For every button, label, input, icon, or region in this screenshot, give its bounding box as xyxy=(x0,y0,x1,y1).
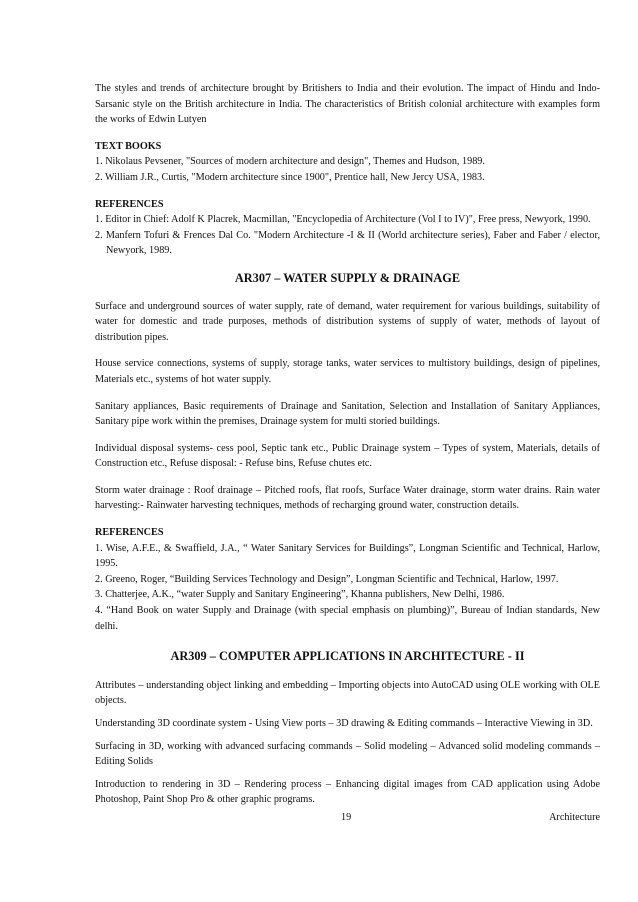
department-label: Architecture xyxy=(549,812,600,823)
references-heading: REFERENCES xyxy=(95,527,164,539)
reference-item: 2. Greeno, Roger, “Building Services Technology and Design”, Longman Scientific and Technical, Harlow, 1997. xyxy=(95,573,559,585)
course-title-ar307: AR307 – WATER SUPPLY & DRAINAGE xyxy=(234,270,461,285)
course-paragraph: Storm water drainage : Roof drainage – Pitched roofs, flat roofs, Surface Water drainage, storm water drains. Rain water harvesting:- Rainwater harvesting techniques, methods of recharging ground water, construction details. xyxy=(95,484,600,512)
reference-item: 3. Chatterjee, A.K., “water Supply and Sanitary Engineering”, Khanna publishers, New Delhi, 1986. xyxy=(95,589,505,601)
course-paragraph: Introduction to rendering in 3D – Rendering process – Enhancing digital images from CAD application using Adobe Photoshop, Paint Shop Pro & other graphic programs. xyxy=(95,778,600,806)
course-paragraph: Understanding 3D coordinate system - Using View ports – 3D drawing & Editing commands – Interactive Viewing in 3D. xyxy=(95,718,593,729)
reference-item: 1. Wise, A.F.E., & Swaffield, J.A., “ Water Sanitary Services for Buildings”, Longman Scientific and Technical, Harlow, 1995. xyxy=(95,542,600,570)
course-title-ar309: AR309 – COMPUTER APPLICATIONS IN ARCHITECTURE - II xyxy=(170,649,525,664)
course-paragraph: Sanitary appliances, Basic requirements of Drainage and Sanitation, Selection and Installation of Sanitary Appliances, Sanitary pipe work within the premises, Drainage system for multi storied buildings. xyxy=(95,400,600,428)
course-paragraph: Individual disposal systems- cess pool, Septic tank etc., Public Drainage system – Types of system, Materials, details of Construction etc., Refuse disposal: - Refuse bins, Refuse chutes etc. xyxy=(95,442,600,470)
course-paragraph: House service connections, systems of supply, storage tanks, water services to multistory buildings, design of pipelines, Materials etc., systems of hot water supply. xyxy=(95,358,600,385)
reference-item: 2. Manfern Tofuri & Frences Dal Co. "Modern Architecture -I & II (World architecture series), Faber and Faber / elector, Newyork, 1989. xyxy=(95,229,600,257)
course-paragraph: Surface and underground sources of water supply, rate of demand, water requirement for various buildings, suitability of water for domestic and trade purposes, methods of distribution systems of supply of water, methods of layout of distribution pipes. xyxy=(95,300,600,343)
textbook-item: 1. Nikolaus Pevsener, "Sources of modern architecture and design", Themes and Hudson, 1989. xyxy=(95,156,485,168)
intro-paragraph: The styles and trends of architecture brought by Britishers to India and their evolution. The impact of Hindu and Indo-Sarsanic style on the British architecture in India. The characteristics of British colonial architecture with examples form the works of Edwin Lutyen xyxy=(95,83,600,126)
textbook-item: 2. William J.R., Curtis, "Modern architecture since 1900", Prentice hall, New Jercy USA, 1983. xyxy=(95,171,485,183)
reference-item: 4. “Hand Book on water Supply and Drainage (with special emphasis on plumbing)”, Bureau of Indian standards, New delhi. xyxy=(95,605,600,632)
page-content xyxy=(95,81,600,808)
page-number: 19 xyxy=(341,812,352,823)
textbooks-heading: TEXT BOOKS xyxy=(95,140,162,152)
references-heading: REFERENCES xyxy=(95,198,164,210)
course-paragraph: Attributes – understanding object linking and embedding – Importing objects into AutoCAD using OLE working with OLE objects. xyxy=(95,679,600,707)
reference-item: 1. Editor in Chief: Adolf K Placrek, Macmillan, "Encyclopedia of Architecture (Vol I to IV)", Free press, Newyork, 1990. xyxy=(95,214,591,226)
course-paragraph: Surfacing in 3D, working with advanced surfacing commands – Solid modeling – Advanced solid modeling commands – Editing Solids xyxy=(95,740,600,768)
